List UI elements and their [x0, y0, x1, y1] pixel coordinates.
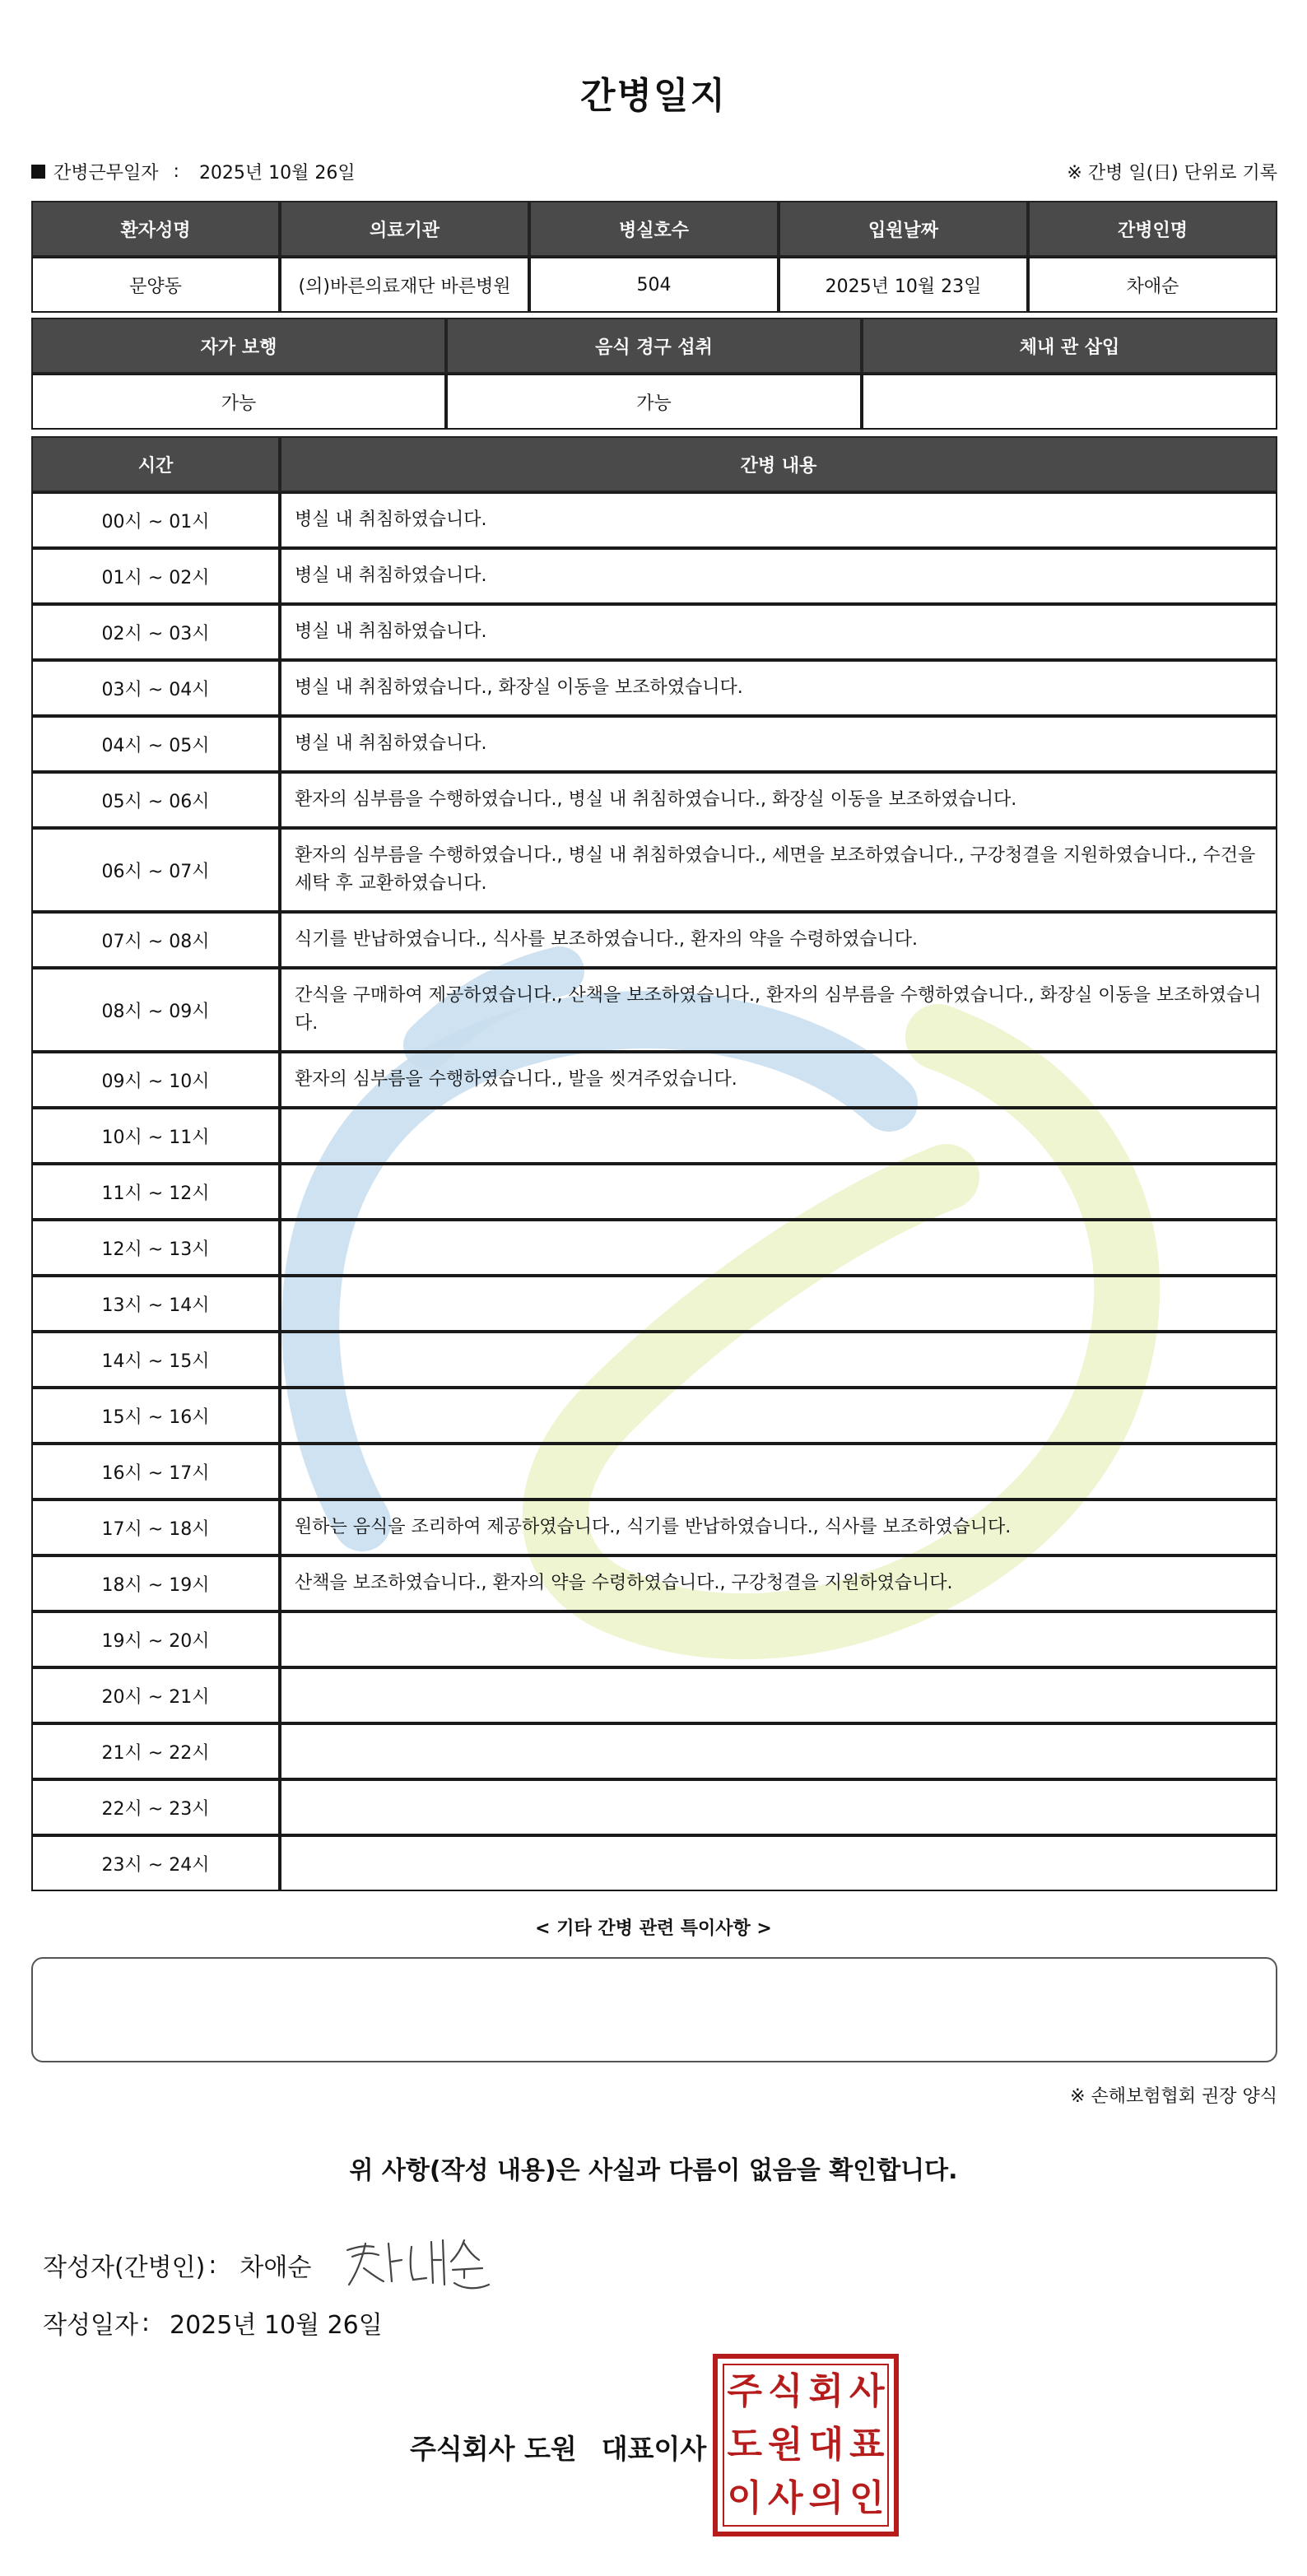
log-content: 환자의 심부름을 수행하였습니다., 발을 씻겨주었습니다.: [280, 1052, 1277, 1108]
table-row: [31, 1779, 1277, 1835]
patient-status-table: [31, 318, 1277, 430]
table-row: [31, 1332, 1277, 1388]
form-note: ※ 손해보험협회 권장 양식: [1070, 2086, 1277, 2107]
meta-row: [31, 159, 1277, 184]
seal-char: 원: [767, 2423, 803, 2466]
log-content: [280, 1276, 1277, 1332]
log-content: 원하는 음식을 조리하여 제공하였습니다., 식기를 반납하였습니다., 식사를 보조하였습니다.: [280, 1500, 1277, 1555]
log-content: 병실 내 취침하였습니다.: [280, 492, 1277, 548]
log-time: 15시 ~ 16시: [31, 1388, 280, 1444]
header-self-walking: 자가 보행: [31, 318, 446, 374]
log-content: [280, 1164, 1277, 1220]
seal-char: 대: [808, 2423, 844, 2466]
log-content: [280, 1779, 1277, 1835]
log-time: 16시 ~ 17시: [31, 1444, 280, 1500]
confirmation-statement: 위 사항(작성 내용)은 사실과 다름이 없음을 확인합니다.: [349, 2156, 958, 2185]
writer-name: 차애순: [240, 2253, 312, 2282]
write-date-label: 작성일자: [43, 2311, 138, 2340]
page-title: 간병일지: [579, 75, 727, 117]
header-caregiver-name: 간병인명: [1028, 201, 1277, 257]
log-time: 02시 ~ 03시: [31, 604, 280, 660]
log-time: 13시 ~ 14시: [31, 1276, 280, 1332]
seal-char: 표: [849, 2423, 885, 2466]
table-row: [31, 548, 1277, 604]
table-row: [31, 1555, 1277, 1611]
log-time: 08시 ~ 09시: [31, 968, 280, 1052]
log-content: 병실 내 취침하였습니다.: [280, 716, 1277, 772]
table-row: [31, 716, 1277, 772]
remarks-title: < 기타 간병 관련 특이사항 >: [535, 1918, 772, 1939]
table-row: [31, 1835, 1277, 1891]
caregiver-name: 차애순: [1028, 257, 1277, 313]
header-hospital: 의료기관: [280, 201, 529, 257]
care-log-body: [31, 492, 1277, 1891]
log-content: 환자의 심부름을 수행하였습니다., 병실 내 취침하였습니다., 세면을 보조하였습니다., 구강청결을 지원하였습니다., 수건을 세탁 후 교환하였습니다.: [280, 828, 1277, 912]
table-row: [31, 1220, 1277, 1276]
log-time: 21시 ~ 22시: [31, 1723, 280, 1779]
oral-intake-value: 가능: [446, 374, 862, 430]
table-row: [31, 1164, 1277, 1220]
table-row: [31, 1276, 1277, 1332]
table-row: [31, 604, 1277, 660]
table-row: [31, 1723, 1277, 1779]
table-row: [31, 828, 1277, 912]
write-date-value: 2025년 10월 26일: [170, 2311, 383, 2340]
seal-char: 식: [767, 2370, 803, 2413]
remarks-box: [31, 1957, 1277, 2062]
log-content: [280, 1667, 1277, 1723]
table-row: [31, 1388, 1277, 1444]
log-time: 11시 ~ 12시: [31, 1164, 280, 1220]
log-content: 병실 내 취침하였습니다.: [280, 548, 1277, 604]
write-date-colon: :: [141, 2308, 151, 2337]
log-content: 산책을 보조하였습니다., 환자의 약을 수령하였습니다., 구강청결을 지원하였습니다.: [280, 1555, 1277, 1611]
seal-char: 회: [808, 2370, 844, 2413]
table-row: [31, 1444, 1277, 1500]
table-row: [31, 912, 1277, 968]
writer-colon: :: [208, 2250, 217, 2280]
log-content: [280, 1723, 1277, 1779]
log-content: 식기를 반납하였습니다., 식사를 보조하였습니다., 환자의 약을 수령하였습니다.: [280, 912, 1277, 968]
header-tube-insertion: 체내 관 삽입: [862, 318, 1277, 374]
log-time: 04시 ~ 05시: [31, 716, 280, 772]
company-name: 주식회사 도원: [410, 2433, 577, 2465]
seal-char: 사: [849, 2370, 885, 2413]
writer-label: 작성자(간병인): [43, 2253, 206, 2282]
header-admission-date: 입원날짜: [779, 201, 1028, 257]
log-content: 병실 내 취침하였습니다.: [280, 604, 1277, 660]
table-row: [31, 772, 1277, 828]
log-time: 20시 ~ 21시: [31, 1667, 280, 1723]
table-row: [31, 1500, 1277, 1555]
seal-char: 의: [808, 2476, 844, 2519]
log-time: 22시 ~ 23시: [31, 1779, 280, 1835]
seal-char: 도: [727, 2423, 762, 2466]
log-time: 01시 ~ 02시: [31, 548, 280, 604]
writer-row: [43, 2232, 505, 2298]
table-row: [31, 1108, 1277, 1164]
log-time: 00시 ~ 01시: [31, 492, 280, 548]
table-row: [31, 1667, 1277, 1723]
log-time: 05시 ~ 06시: [31, 772, 280, 828]
admission-date: 2025년 10월 23일: [779, 257, 1028, 313]
header-time: 시간: [31, 436, 280, 492]
log-time: 03시 ~ 04시: [31, 660, 280, 716]
company-title: 대표이사: [601, 2433, 707, 2465]
header-room-number: 병실호수: [529, 201, 779, 257]
table-row: [31, 968, 1277, 1052]
care-date-value: 2025년 10월 26일: [198, 162, 356, 184]
table-row: [31, 1052, 1277, 1108]
log-time: 23시 ~ 24시: [31, 1835, 280, 1891]
square-bullet-icon: [31, 165, 45, 179]
write-date-row: [43, 2304, 383, 2341]
header-oral-intake: 음식 경구 섭취: [446, 318, 862, 374]
table-row: [31, 1611, 1277, 1667]
log-time: 19시 ~ 20시: [31, 1611, 280, 1667]
log-time: 12시 ~ 13시: [31, 1220, 280, 1276]
self-walking-value: 가능: [31, 374, 446, 430]
table-row: [31, 492, 1277, 548]
patient-name: 문양동: [31, 257, 280, 313]
log-time: 17시 ~ 18시: [31, 1500, 280, 1555]
seal-char: 이: [727, 2476, 762, 2519]
unit-note: ※ 간병 일(日) 단위로 기록: [1067, 162, 1277, 184]
seal-char: 인: [849, 2476, 885, 2519]
log-time: 06시 ~ 07시: [31, 828, 280, 912]
signature-icon: [341, 2232, 505, 2298]
log-time: 07시 ~ 08시: [31, 912, 280, 968]
log-content: [280, 1444, 1277, 1500]
log-content: [280, 1388, 1277, 1444]
log-time: 10시 ~ 11시: [31, 1108, 280, 1164]
log-time: 14시 ~ 15시: [31, 1332, 280, 1388]
company-seal-icon: [713, 2354, 899, 2536]
hospital-name: (의)바른의료재단 바른병원: [280, 257, 529, 313]
seal-char: 사: [767, 2476, 803, 2519]
log-time: 18시 ~ 19시: [31, 1555, 280, 1611]
log-content: 환자의 심부름을 수행하였습니다., 병실 내 취침하였습니다., 화장실 이동을 보조하였습니다.: [280, 772, 1277, 828]
header-patient-name: 환자성명: [31, 201, 280, 257]
table-row: [31, 660, 1277, 716]
log-content: [280, 1108, 1277, 1164]
log-content: [280, 1835, 1277, 1891]
company-signature-line: [410, 2428, 706, 2467]
log-content: [280, 1220, 1277, 1276]
seal-grid: [723, 2364, 889, 2527]
seal-char: 주: [727, 2370, 762, 2413]
patient-info-table: [31, 201, 1277, 313]
log-content: 간식을 구매하여 제공하였습니다., 산책을 보조하였습니다., 환자의 심부름을 수행하였습니다., 화장실 이동을 보조하였습니다.: [280, 968, 1277, 1052]
log-time: 09시 ~ 10시: [31, 1052, 280, 1108]
care-log-table: [31, 436, 1277, 1891]
log-content: 병실 내 취침하였습니다., 화장실 이동을 보조하였습니다.: [280, 660, 1277, 716]
tube-insertion-value: [862, 374, 1277, 430]
header-care-content: 간병 내용: [280, 436, 1277, 492]
room-number: 504: [529, 257, 779, 313]
care-date-label: 간병근무일자: [53, 162, 159, 184]
log-content: [280, 1611, 1277, 1667]
care-date-separator: :: [173, 160, 179, 182]
log-content: [280, 1332, 1277, 1388]
